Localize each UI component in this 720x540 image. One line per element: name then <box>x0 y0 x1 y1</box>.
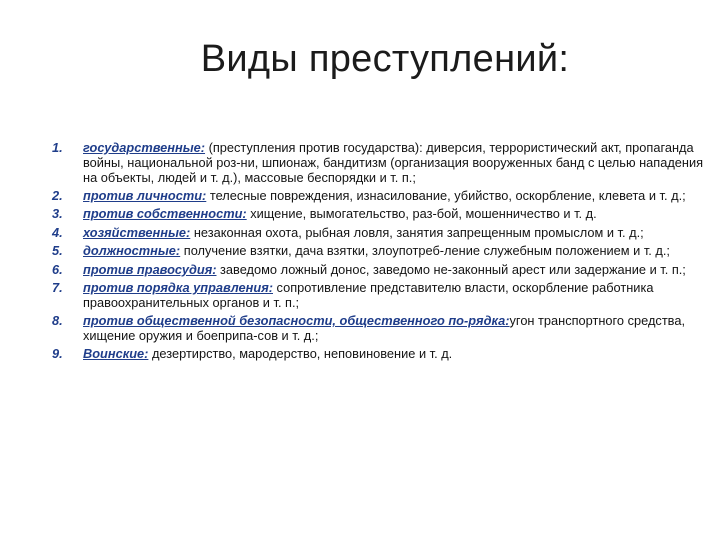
item-description: незаконная охота, рыбная ловля, занятия запрещенным промыслом и т. д.; <box>190 224 644 240</box>
item-description: получение взятки, дача взятки, злоупотреб-ление служебным положением и т. д.; <box>180 243 670 259</box>
item-body <box>83 226 714 241</box>
item-number: 1. <box>52 140 63 155</box>
item-number: 3. <box>52 206 63 222</box>
item-number: 8. <box>52 313 63 329</box>
list-item <box>52 281 714 311</box>
item-description: заведомо ложный донос, заведомо не-законный арест или задержание и т. п.; <box>216 261 686 277</box>
list-item <box>52 226 714 241</box>
item-term: государственные: <box>83 140 206 155</box>
item-description: сопротивление представителю власти, оскорбление работника правоохранительных органов и т. п.; <box>83 279 654 310</box>
slide-title: Виды преступлений: <box>200 38 570 80</box>
item-number: 4. <box>52 224 63 240</box>
item-body <box>83 314 714 344</box>
item-description: хищение, вымогательство, раз-бой, мошенничество и т. д. <box>246 206 597 222</box>
item-body <box>83 141 714 185</box>
item-number: 7. <box>52 279 63 295</box>
item-term: против порядка управления: <box>83 279 273 295</box>
item-term: против общественной безопасности, общественного по-рядка: <box>83 313 510 329</box>
list-item <box>52 207 714 222</box>
crime-types-list <box>52 141 714 366</box>
item-term: против собственности: <box>83 206 247 222</box>
item-term: против правосудия: <box>83 261 217 277</box>
item-body <box>83 347 714 362</box>
item-description: (преступления против государства): диверсия, террористический акт, пропаганда войны, национальной роз-ни, шпионаж, бандитизм (организация вооруженных банд с целью нападения на объекты, людей и т. д.), массовые беспорядки и т. п.; <box>83 140 704 185</box>
item-body <box>83 263 714 278</box>
item-number: 9. <box>52 346 63 362</box>
item-term: должностные: <box>83 243 181 259</box>
list-item <box>52 141 714 185</box>
item-description: дезертирство, мародерство, неповиновение и т. д. <box>148 346 453 362</box>
item-term: Воинские: <box>83 346 149 362</box>
list-item <box>52 263 714 278</box>
list-item <box>52 189 714 204</box>
item-body <box>83 281 714 311</box>
item-term: хозяйственные: <box>83 224 191 240</box>
item-number: 2. <box>52 187 63 203</box>
item-body <box>83 244 714 259</box>
item-body <box>83 207 714 222</box>
item-description: угон транспортного средства, хищение оружия и боеприпа-сов и т. д.; <box>83 313 686 343</box>
item-number: 6. <box>52 261 63 277</box>
list-item <box>52 347 714 362</box>
list-item <box>52 244 714 259</box>
item-body <box>83 189 714 204</box>
item-number: 5. <box>52 243 63 259</box>
list-item <box>52 314 714 344</box>
item-term: против личности: <box>83 187 207 203</box>
item-description: телесные повреждения, изнасилование, убийство, оскорбление, клевета и т. д.; <box>206 187 686 203</box>
